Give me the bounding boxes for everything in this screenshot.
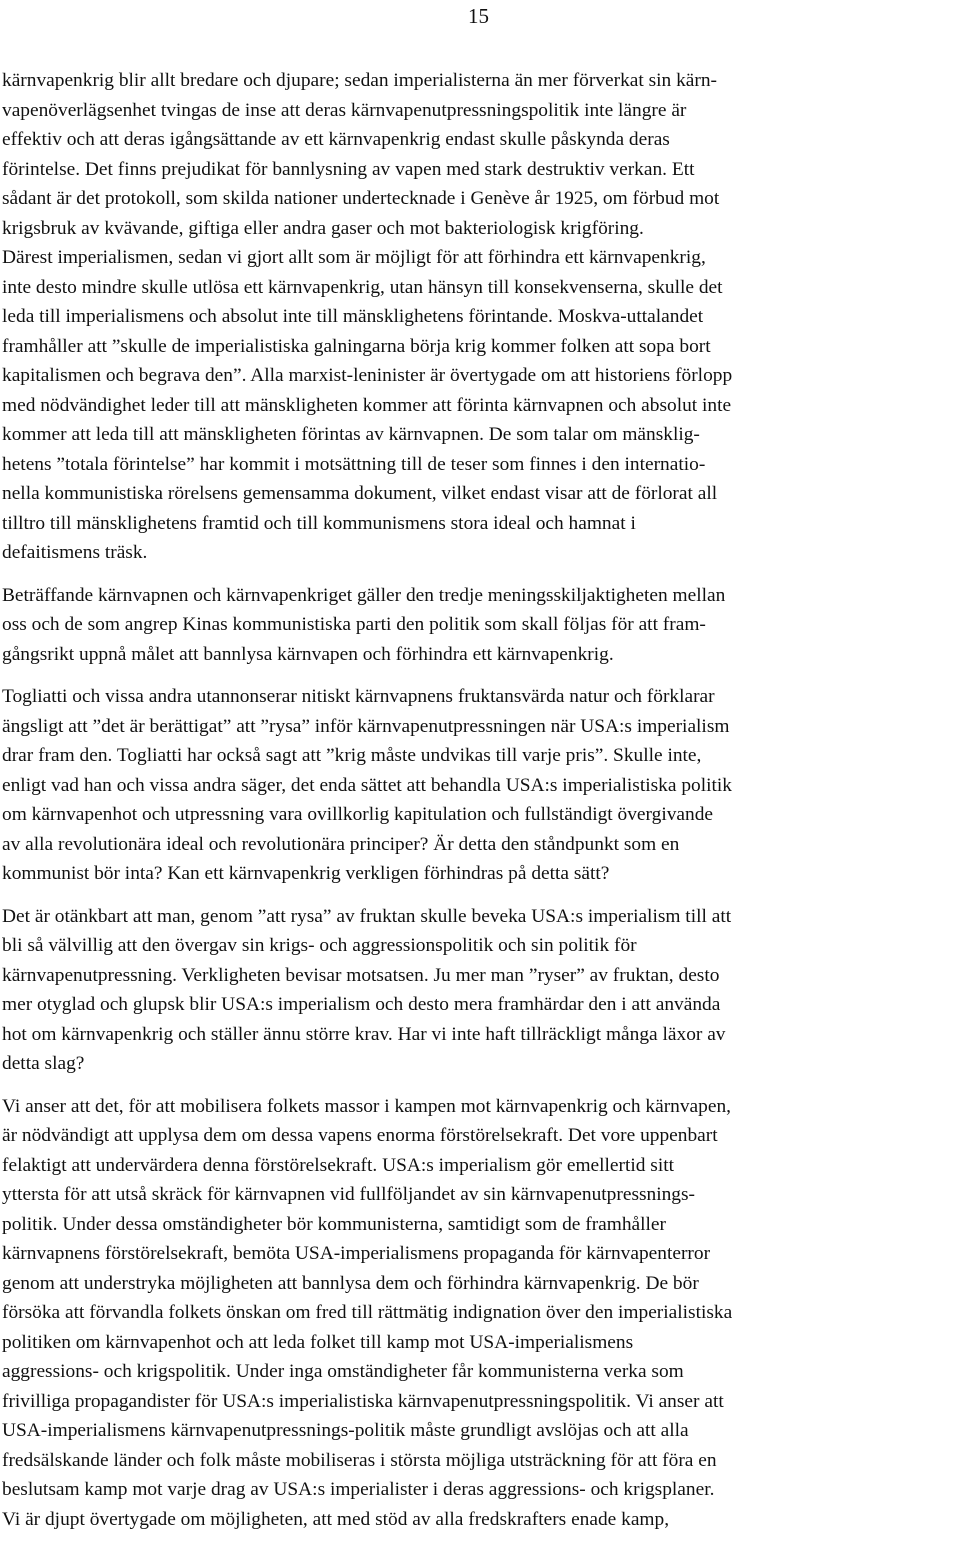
text-line: beslutsam kamp mot varje drag av USA:s imperialister i deras aggressions- och krigsplaner. (2, 1479, 715, 1500)
text-line: av alla revolutionära ideal och revolutionära principer? Är detta den ståndpunkt som en (2, 833, 680, 855)
text-line: kärnvapenutpressning. Verkligheten bevisar motsatsen. Ju mer man ”ryser” av fruktan, desto (2, 964, 720, 986)
text-line: politik. Under dessa omständigheter bör kommunisterna, samtidigt som de framhåller (2, 1213, 666, 1235)
text-line: hetens ”totala förintelse” har kommit i motsättning till de teser som finnes i den internatio- (2, 453, 706, 475)
text-line: krigsbruk av kvävande, giftiga eller andra gaser och mot bakteriologisk krigföring. (2, 217, 644, 239)
paragraph-2 (2, 581, 956, 670)
text-line: kärnvapenkrig blir allt bredare och djupare; sedan imperialisterna än mer förverkat sin kärn- (2, 70, 718, 91)
text-line: Vi anser att det, för att mobilisera folkets massor i kampen mot kärnvapenkrig och kärnvapen, (2, 1095, 731, 1117)
text-line: leda till imperialismens och absolut inte till mänsklighetens förintande. Moskva-uttalandet (2, 306, 704, 327)
text-line: Därest imperialismen, sedan vi gjort allt som är möjligt för att förhindra ett kärnvapenkrig, (2, 247, 706, 268)
text-line: med nödvändighet leder till att mänskligheten kommer att förinta kärnvapnen och absolut inte (2, 394, 732, 416)
text-line: Togliatti och vissa andra utannonserar nitiskt kärnvapnens fruktansvärda natur och förklarar (2, 686, 715, 707)
paragraph-1 (2, 66, 956, 568)
text-line: kärnvapnens förstörelsekraft, bemöta USA-imperialismens propaganda för kärnvapenterror (2, 1243, 711, 1264)
text-line: bli så välvillig att den övergav sin krigs- och aggressionspolitik och sin politik för (2, 935, 637, 956)
text-line: kapitalismen och begrava den”. Alla marxist-leninister är övertygade om att historiens förlopp (2, 365, 733, 386)
body-text (2, 66, 956, 1547)
text-line: hot om kärnvapenkrig och ställer ännu större krav. Har vi inte haft tillräckligt många läxor av (2, 1023, 726, 1045)
text-line: defaitismens träsk. (2, 542, 148, 563)
text-line: detta slag? (2, 1053, 85, 1074)
text-line: kommer att leda till att mänskligheten förintas av kärnvapnen. De som talar om mänsklig- (2, 424, 700, 445)
text-line: nella kommunistiska rörelsens gemensamma dokument, vilket endast visar att de förlorat all (2, 483, 718, 504)
text-line: försöka att förvandla folkets önskan om fred till rättmätig indignation över den imperialistiska (2, 1302, 733, 1323)
paragraph-5 (2, 1092, 956, 1535)
text-line: Det är otänkbart att man, genom ”att rysa” av fruktan skulle beveka USA:s imperialism till att (2, 905, 732, 927)
text-line: ängsligt att ”det är berättigat” att ”rysa” inför kärnvapenutpressningen när USA:s imperialism (2, 715, 730, 737)
text-line: effektiv och att deras igångsättande av ett kärnvapenkrig endast skulle påskynda deras (2, 129, 670, 150)
text-line: sådant är det protokoll, som skilda nationer undertecknade i Genève år 1925, om förbud mot (2, 188, 720, 209)
text-line: felaktigt att undervärdera denna förstörelsekraft. USA:s imperialism gör emellertid sitt (2, 1154, 674, 1176)
text-line: gångsrikt uppnå målet att bannlysa kärnvapen och förhindra ett kärnvapenkrig. (2, 643, 614, 665)
text-line: vapenöverlägsenhet tvingas de inse att deras kärnvapenutpressningspolitik inte längre är (2, 99, 687, 121)
text-line: framhåller att ”skulle de imperialistiska galningarna börja krig kommer folken att sopa bort (2, 335, 711, 357)
text-line: aggressions- och krigspolitik. Under inga omständigheter får kommunisterna verka som (2, 1361, 684, 1382)
text-line: fredsälskande länder och folk måste mobiliseras i största möjliga utsträckning för att föra en (2, 1449, 717, 1471)
text-line: mer otyglad och glupsk blir USA:s imperialism och desto mera framhärdar den i att använda (2, 994, 721, 1015)
text-line: USA-imperialismens kärnvapenutpressnings-politik måste grundligt avslöjas och att alla (2, 1420, 689, 1441)
text-line: enligt vad han och vissa andra säger, det enda sättet att behandla USA:s imperialistiska politik (2, 774, 732, 796)
text-line: är nödvändigt att upplysa dem om dessa vapens enorma förstörelsekraft. Det vore uppenbart (2, 1125, 718, 1146)
text-line: genom att understryka möjligheten att bannlysa dem och förhindra kärnvapenkrig. De bör (2, 1272, 699, 1294)
text-line: förintelse. Det finns prejudikat för bannlysning av vapen med stark destruktiv verkan. Ett (2, 158, 695, 180)
text-line: oss och de som angrep Kinas kommunistiska parti den politik som skall följas för att fram- (2, 614, 706, 635)
text-line: tilltro till mänsklighetens framtid och till kommunismens stora ideal och hamnat i (2, 512, 636, 534)
text-line: inte desto mindre skulle utlösa ett kärnvapenkrig, utan hänsyn till konsekvenserna, skulle det (2, 276, 723, 298)
text-line: om kärnvapenhot och utpressning vara ovillkorlig kapitulation och fullständigt övergivande (2, 804, 714, 825)
paragraph-3 (2, 682, 956, 889)
text-line: frivilliga propagandister för USA:s imperialistiska kärnvapenutpressningspolitik. Vi anser att (2, 1390, 724, 1412)
text-line: Beträffande kärnvapnen och kärnvapenkriget gäller den tredje meningsskiljaktigheten mellan (2, 584, 726, 606)
text-line: yttersta för att utså skräck för kärnvapnen vid fullföljandet av sin kärnvapenutpressnings- (2, 1184, 696, 1205)
text-line: drar fram den. Togliatti har också sagt att ”krig måste undvikas till varje pris”. Skulle inte, (2, 745, 702, 766)
page-number: 15 (468, 4, 489, 28)
text-line: Vi är djupt övertygade om möjligheten, att med stöd av alla fredskrafters enade kamp, (2, 1508, 670, 1530)
paragraph-4 (2, 902, 956, 1079)
text-line: kommunist bör inta? Kan ett kärnvapenkrig verkligen förhindras på detta sätt? (2, 863, 610, 884)
text-line: politiken om kärnvapenhot och att leda folket till kamp mot USA-imperialismens (2, 1331, 634, 1353)
